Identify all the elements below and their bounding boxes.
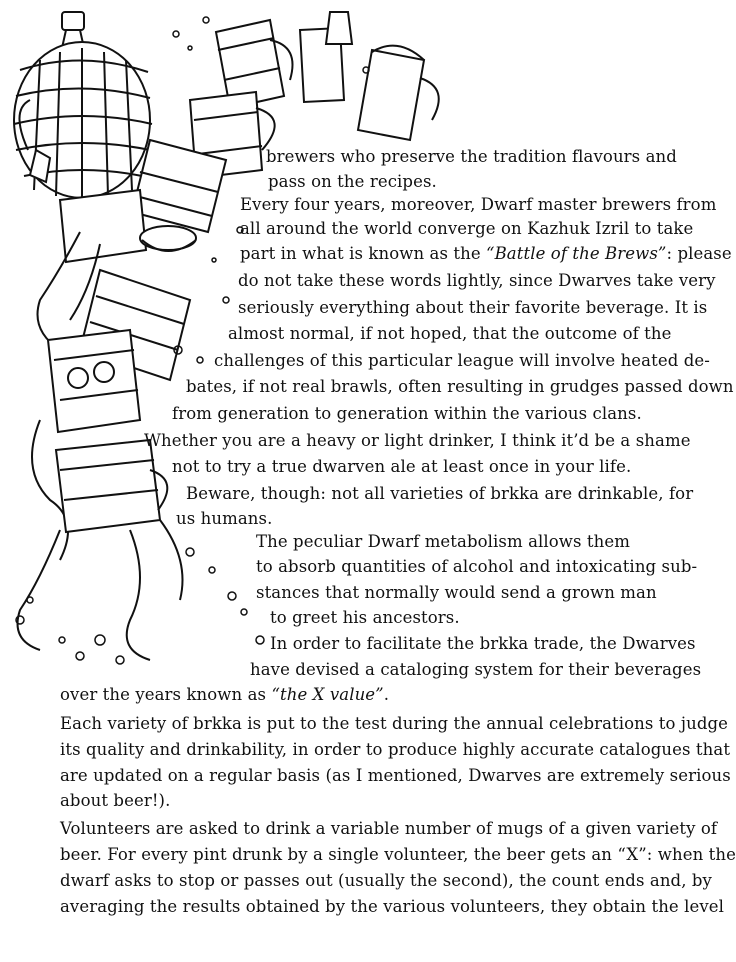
text-line: its quality and drinkability, in order to produce highly accurate catalogues that — [60, 740, 731, 759]
text-fragment: part in what is known as the — [240, 244, 487, 263]
text-fragment: . — [383, 685, 390, 704]
text-line: In order to facilitate the brkka trade, the Dwarves — [270, 634, 696, 653]
text-line: brewers who preserve the tradition flavours and — [266, 147, 677, 166]
text-fragment: : please — [666, 244, 732, 263]
text-line: us humans. — [176, 509, 273, 528]
text-line: do not take these words lightly, since Dwarves take very — [238, 271, 716, 290]
text-line: are updated on a regular basis (as I mentioned, Dwarves are extremely serious — [60, 766, 731, 785]
text-line: not to try a true dwarven ale at least once in your life. — [172, 457, 632, 476]
text-line: from generation to generation within the various clans. — [172, 404, 642, 423]
text-line: beer. For every pint drunk by a single volunteer, the beer gets an “X”: when the — [60, 845, 736, 864]
text-line: Each variety of brkka is put to the test during the annual celebrations to judge — [60, 714, 729, 733]
text-line: Whether you are a heavy or light drinker, I think it’d be a shame — [144, 431, 691, 450]
text-line — [240, 243, 732, 265]
cascading-mugs — [18, 140, 227, 660]
text-line: Every four years, moreover, Dwarf master brewers from — [240, 195, 717, 214]
text-line — [60, 684, 389, 706]
text-fragment: over the years known as — [60, 685, 272, 704]
text-line: bates, if not real brawls, often resulting in grudges passed down — [186, 377, 734, 396]
text-line: dwarf asks to stop or passes out (usually the second), the count ends and, by — [60, 871, 712, 890]
text-line: The peculiar Dwarf metabolism allows them — [256, 532, 631, 551]
wicker-jug-drawing — [14, 12, 152, 198]
text-line: seriously everything about their favorite beverage. It is — [238, 298, 708, 317]
text-line: stances that normally would send a grown man — [256, 583, 657, 602]
text-line: all around the world converge on Kazhuk Izril to take — [240, 219, 694, 238]
text-line: Volunteers are asked to drink a variable number of mugs of a given variety of — [60, 819, 718, 838]
text-line: to greet his ancestors. — [270, 608, 460, 627]
text-line: pass on the recipes. — [268, 172, 437, 191]
text-line: about beer!). — [60, 791, 171, 810]
x-value-emphasis: “the X value” — [271, 685, 384, 704]
text-line: averaging the results obtained by the various volunteers, they obtain the level — [60, 897, 725, 916]
text-line: have devised a cataloging system for their beverages — [250, 660, 702, 679]
text-line: challenges of this particular league will involve heated de- — [214, 351, 710, 370]
text-line: to absorb quantities of alcohol and intoxicating sub- — [256, 557, 698, 576]
text-line: almost normal, if not hoped, that the outcome of the — [228, 324, 672, 343]
battle-of-brews-emphasis: “Battle of the Brews” — [486, 244, 667, 263]
text-line: Beware, though: not all varieties of brkka are drinkable, for — [186, 484, 694, 503]
